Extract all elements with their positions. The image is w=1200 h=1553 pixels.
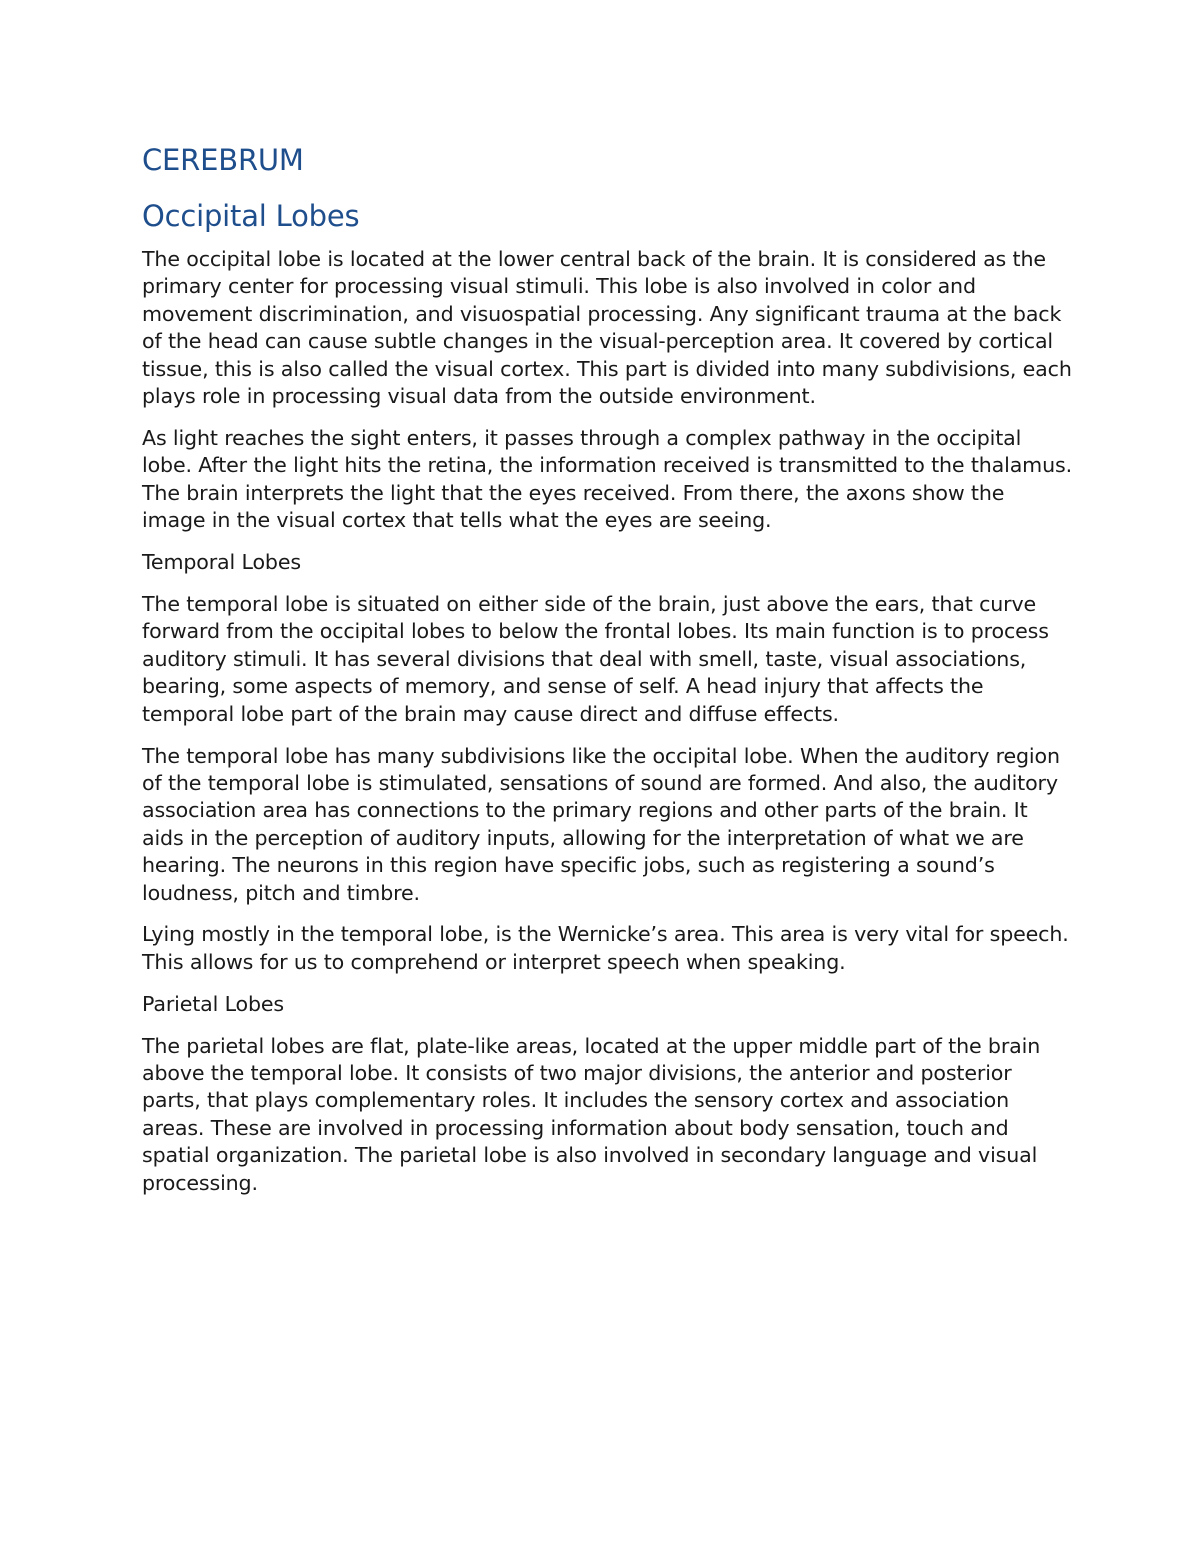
paragraph: Lying mostly in the temporal lobe, is the Wernicke’s area. This area is very vital for speech. This allows for us to comprehend or interpret speech when speaking. (142, 922, 1069, 974)
paragraph: The occipital lobe is located at the lower central back of the brain. It is considered as the primary center for processing visual stimuli. This lobe is also involved in color and movement discrimination, and visuospatial processing. Any significant trauma at the back of the head can cause subtle changes in the visual-perception area. It covered by cortical tissue, this is also called the visual cortex. This part is divided into many subdivisions, each plays role in processing visual data from the outside environment. (142, 247, 1072, 409)
section-heading-temporal: Temporal Lobes (142, 550, 301, 575)
paragraph: The temporal lobe is situated on either side of the brain, just above the ears, that curve forward from the occipital lobes to below the frontal lobes. Its main function is to process auditory stimuli. It has several divisions that deal with smell, taste, visual associations, bearing, some aspects of memory, and sense of self. A head injury that affects the temporal lobe part of the brain may cause direct and diffuse effects. (142, 591, 1049, 726)
section-heading-occipital: Occipital Lobes (142, 199, 360, 233)
paragraph: As light reaches the sight enters, it passes through a complex pathway in the occipital lobe. After the light hits the retina, the information received is transmitted to the thalamus. The brain interprets the light that the eyes received. From there, the axons show the image in the visual cortex that tells what the eyes are seeing. (142, 425, 1072, 533)
document-title: CEREBRUM (142, 143, 304, 177)
paragraph: The temporal lobe has many subdivisions like the occipital lobe. When the auditory region of the temporal lobe is stimulated, sensations of sound are formed. And also, the auditory association area has connections to the primary regions and other parts of the brain. It aids in the perception of auditory inputs, allowing for the interpretation of what we are hearing. The neurons in this region have specific jobs, such as registering a sound’s loudness, pitch and timbre. (142, 743, 1060, 905)
section-heading-parietal: Parietal Lobes (142, 991, 285, 1016)
document-page (142, 140, 1072, 1212)
paragraph: The parietal lobes are flat, plate-like areas, located at the upper middle part of the brain above the temporal lobe. It consists of two major divisions, the anterior and posterior parts, that plays complementary roles. It includes the sensory cortex and association areas. These are involved in processing information about body sensation, touch and spatial organization. The parietal lobe is also involved in secondary language and visual processing. (142, 1033, 1041, 1195)
